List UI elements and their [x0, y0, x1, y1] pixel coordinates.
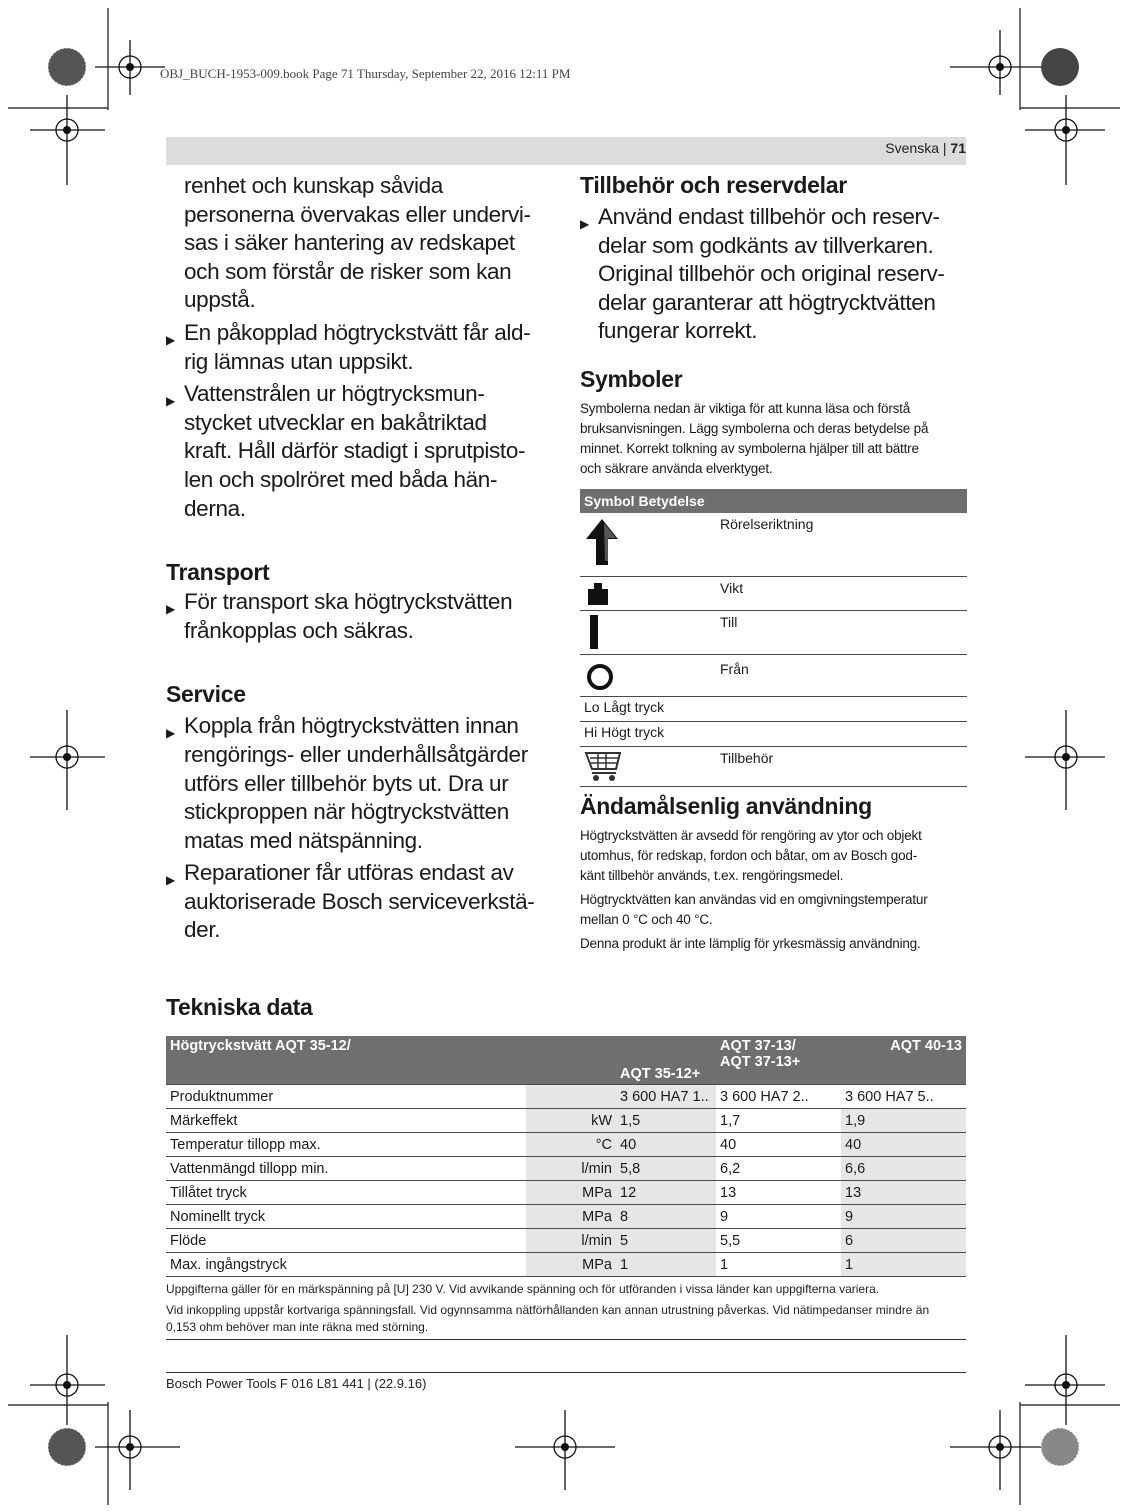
- table-row: Flöde l/min 5 5,5 6: [166, 1229, 966, 1253]
- page-footer: Bosch Power Tools F 016 L81 441 | (22.9.16): [166, 1376, 427, 1391]
- symbols-heading: Symboler: [580, 365, 683, 392]
- table-row: Rörelseriktning: [580, 513, 967, 577]
- tech-note-voltage: Uppgifterna gäller för en märkspänning på [U] 230 V. Vid avvikande spänning och för utföranden i vissa länder kan uppgifterna variera.: [166, 1282, 880, 1296]
- weight-icon: [584, 581, 614, 607]
- table-row: Märkeffekt kW 1,5 1,7 1,9: [166, 1109, 966, 1133]
- tech-note-impedance: Vid inkoppling uppstår kortvariga spänningsfall. Vid ogynnsamma nätförhållanden kan annan utrustning påverkas. Vid nätimpedanser mindre än 0,153 ohm behöver man inte räkna med störning.: [166, 1302, 966, 1340]
- page-label: Svenska | 71: [885, 140, 966, 156]
- tech-table-header: Högtryckstvätt AQT 35-12/ AQT 35-12+ AQT 37-13/ AQT 37-13+ AQT 40-13: [166, 1036, 966, 1085]
- table-row: Vikt: [580, 577, 967, 611]
- bullet-recoil: ▶ Vattenstrålen ur högtrycksmun- stycket utvecklar en bakåtriktad kraft. Håll därför stadigt i sprutpisto- len och spolröret med båda hän- derna.: [166, 380, 551, 523]
- symbol-table-header: Symbol Betydelse: [580, 489, 967, 513]
- right-column: [580, 172, 967, 954]
- bullet-service-disconnect: ▶ Koppla från högtryckstvätten innan rengörings- eller underhållsåtgärder utförs eller tillbehör byts ut. Dra ur stickproppen när högtryckstvätten matas med nätspänning.: [166, 712, 551, 855]
- intended-use-heading: Ändamålsenlig användning: [580, 793, 872, 820]
- bullet-transport: ▶ För transport ska högtryckstvätten frånkopplas och säkras.: [166, 588, 551, 645]
- tech-heading: Tekniska data: [166, 994, 313, 1020]
- service-heading: Service: [166, 681, 246, 708]
- cart-icon: [584, 749, 624, 783]
- on-bar-icon: [584, 613, 614, 651]
- intro-paragraph: renhet och kunskap såvida personerna övervakas eller undervi- sas i säker hantering av redskapet och som förstår de risker som kan uppstå.: [184, 173, 531, 313]
- table-row: Hi Högt tryck: [580, 722, 967, 747]
- symbols-intro: Symbolerna nedan är viktiga för att kunna läsa och förstå bruksanvisningen. Lägg symbolerna och deras betydelse på minnet. Korrekt tolkning av symbolerna hjälper till att bättre och säkrare använda elverktyget.: [580, 400, 929, 476]
- off-circle-icon: [584, 661, 616, 693]
- table-row: Till: [580, 611, 967, 655]
- symbol-table: [580, 489, 967, 788]
- page-header-bar: [166, 137, 966, 165]
- arrow-up-icon: [584, 517, 620, 567]
- intended-use-p3: Denna produkt är inte lämplig för yrkesmässig användning.: [580, 936, 921, 952]
- table-row: Temperatur tillopp max. °C 40 40 40: [166, 1133, 966, 1157]
- bullet-unattended: ▶ En påkopplad högtryckstvätt får ald- rig lämnas utan uppsikt.: [166, 319, 551, 376]
- bullet-accessories: ▶ Använd endast tillbehör och reserv- delar som godkänts av tillverkaren. Original tillbehör och original reserv- delar garanterar att högtrycktvätten fungerar korrekt.: [580, 203, 967, 346]
- intended-use-p2: Högtrycktvätten kan användas vid en omgivningstemperatur mellan 0 °C och 40 °C.: [580, 892, 928, 928]
- transport-heading: Transport: [166, 559, 270, 586]
- book-header: OBJ_BUCH-1953-009.book Page 71 Thursday, September 22, 2016 12:11 PM: [160, 66, 571, 81]
- table-row: Max. ingångstryck MPa 1 1 1: [166, 1253, 966, 1277]
- left-column: [166, 172, 551, 945]
- bullet-service-repair: ▶ Reparationer får utföras endast av auktoriserade Bosch serviceverkstä- der.: [166, 859, 551, 945]
- table-row: Vattenmängd tillopp min. l/min 5,8 6,2 6,6: [166, 1157, 966, 1181]
- footer-divider: [166, 1372, 966, 1373]
- table-row: Lo Lågt tryck: [580, 697, 967, 722]
- table-row: Tillbehör: [580, 747, 967, 787]
- table-row: Produktnummer 3 600 HA7 1.. 3 600 HA7 2.. 3 600 HA7 5..: [166, 1085, 966, 1109]
- table-row: Nominellt tryck MPa 8 9 9: [166, 1205, 966, 1229]
- tech-table: [166, 1036, 966, 1277]
- accessories-heading: Tillbehör och reservdelar: [580, 172, 847, 198]
- intended-use-p1: Högtryckstvätten är avsedd för rengöring av ytor och objekt utomhus, för redskap, fordon och båtar, om av Bosch god- känt tillbehör används, t.ex. rengöringsmedel.: [580, 828, 922, 884]
- table-row: Från: [580, 655, 967, 697]
- table-row: Tillåtet tryck MPa 12 13 13: [166, 1181, 966, 1205]
